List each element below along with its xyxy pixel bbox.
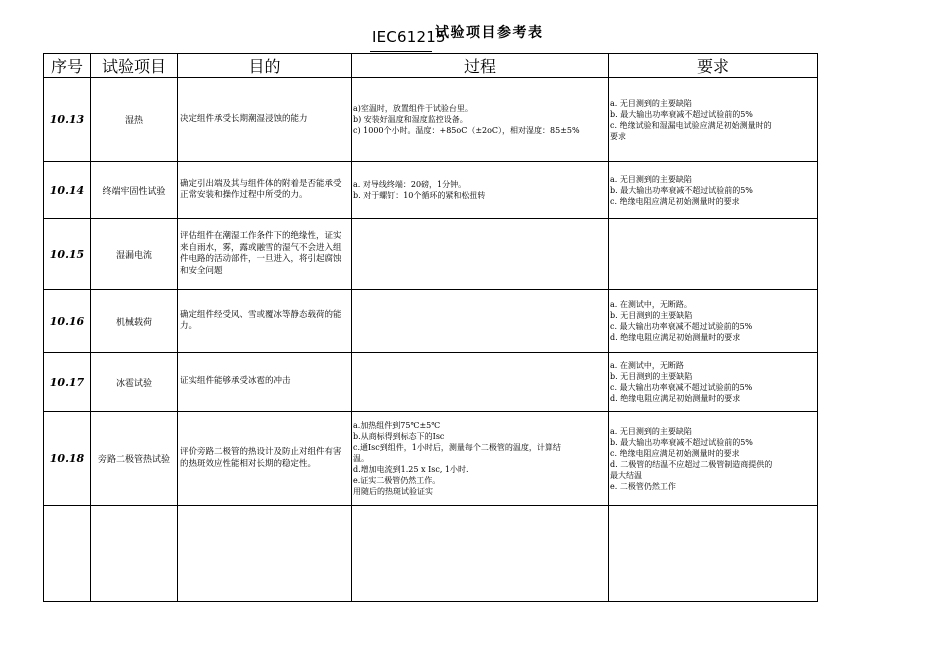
- table-row: [44, 162, 818, 219]
- row-requirement: [609, 162, 818, 219]
- process-line: 温。: [353, 454, 369, 463]
- row-number: 10.17: [44, 353, 91, 412]
- table-row: [44, 78, 818, 162]
- row-requirement: [609, 290, 818, 353]
- table-row: [44, 219, 818, 290]
- row-item-name: [91, 506, 178, 602]
- row-number: 10.16: [44, 290, 91, 353]
- row-purpose: [178, 506, 352, 602]
- header-row: [44, 54, 818, 78]
- row-process: [352, 353, 609, 412]
- row-item-name: 湿漏电流: [91, 219, 178, 290]
- row-purpose: 确定组件经受风、雪或覆冰等静态载荷的能力。: [178, 290, 352, 353]
- row-process: [352, 162, 609, 219]
- requirement-line: c. 绝缘电阻应满足初始测量时的要求: [610, 196, 740, 206]
- process-line: e.证实二极管仍然工作。: [353, 476, 441, 485]
- requirement-line: e. 二极管仍然工作: [610, 481, 676, 491]
- row-number: 10.15: [44, 219, 91, 290]
- table-row: [44, 412, 818, 506]
- row-purpose: 确定引出端及其与组件体的附着是否能承受正常安装和操作过程中所受的力。: [178, 162, 352, 219]
- row-number: [44, 506, 91, 602]
- requirement-line: d. 绝缘电阻应满足初始测量时的要求: [610, 394, 741, 403]
- row-requirement: [609, 219, 818, 290]
- requirement-line: a. 无目测到的主要缺陷: [610, 98, 692, 108]
- requirement-line: d. 二极管的结温不应超过二极管制造商提供的: [610, 459, 773, 469]
- row-item-name: 终端牢固性试验: [91, 162, 178, 219]
- requirement-line: b. 最大输出功率衰减不超过试验前的5%: [610, 437, 753, 447]
- header-item: 试验项目: [91, 54, 178, 78]
- title-underline: [370, 51, 432, 52]
- requirement-line: 要求: [610, 131, 626, 141]
- row-item-name: 冰雹试验: [91, 353, 178, 412]
- row-item-name: 湿热: [91, 78, 178, 162]
- document-title: [0, 22, 950, 52]
- process-line: c) 1000个小时。温度：+85oC（±2oC），相对湿度：85±5%: [353, 126, 580, 135]
- table-row: [44, 353, 818, 412]
- row-process: [352, 290, 609, 353]
- process-line: a)室温时，放置组件于试验台里。: [353, 104, 473, 113]
- requirement-line: b. 无目测到的主要缺陷: [610, 372, 693, 381]
- row-process: [352, 78, 609, 162]
- row-requirement: [609, 506, 818, 602]
- process-line: a. 对导线终端：20磅，1分钟。: [353, 180, 467, 189]
- table-body: [44, 78, 818, 602]
- row-process: [352, 412, 609, 506]
- header-requirement: 要求: [609, 54, 818, 78]
- table-row: [44, 290, 818, 353]
- row-requirement: [609, 412, 818, 506]
- row-number: 10.13: [44, 78, 91, 162]
- requirement-line: b. 最大输出功率衰减不超过试验前的5%: [610, 185, 753, 195]
- requirement-line: c. 最大输出功率衰减不超过试验前的5%: [610, 383, 753, 392]
- row-process: [352, 506, 609, 602]
- row-purpose: 评价旁路二极管的热设计及防止对组件有害的热斑效应性能相对长期的稳定性。: [178, 412, 352, 506]
- requirement-line: 最大结温: [610, 470, 642, 480]
- row-requirement: [609, 353, 818, 412]
- table-row: [44, 506, 818, 602]
- requirement-line: c. 绝缘试验和湿漏电试验应满足初始测量时的: [610, 120, 772, 130]
- test-items-table: [43, 53, 818, 602]
- requirement-line: b. 无目测到的主要缺陷: [610, 311, 693, 320]
- requirement-line: a. 在测试中，无断路。: [610, 300, 692, 309]
- standard-code: IEC61215: [372, 28, 446, 46]
- requirement-line: a. 无目测到的主要缺陷: [610, 426, 692, 436]
- requirement-line: c. 最大输出功率衰减不超过试验前的5%: [610, 322, 753, 331]
- title-text: 试验项目参考表: [435, 25, 544, 41]
- row-process: [352, 219, 609, 290]
- requirement-line: a. 在测试中，无断路: [610, 361, 684, 370]
- process-line: b. 对于螺钉：10个循环的紧和松扭转: [353, 191, 486, 200]
- process-line: b) 安装好温度和湿度监控设备。: [353, 115, 468, 124]
- header-no: 序号: [44, 54, 91, 78]
- process-line: d.增加电流到1.25 x Isc, 1小时.: [353, 465, 469, 474]
- row-purpose: 评估组件在潮湿工作条件下的绝缘性，证实来自雨水，雾，露或融雪的湿气不会进入组件电路的活动部件，一旦进入，将引起腐蚀和安全问题: [178, 219, 352, 290]
- requirement-line: c. 绝缘电阻应满足初始测量时的要求: [610, 448, 740, 458]
- requirement-line: d. 绝缘电阻应满足初始测量时的要求: [610, 333, 741, 342]
- process-line: a.加热组件到75℃±5℃: [353, 421, 441, 430]
- row-requirement: [609, 78, 818, 162]
- row-purpose: 证实组件能够承受冰雹的冲击: [178, 353, 352, 412]
- row-item-name: 旁路二极管热试验: [91, 412, 178, 506]
- requirement-line: a. 无目测到的主要缺陷: [610, 174, 692, 184]
- row-number: 10.14: [44, 162, 91, 219]
- row-item-name: 机械载荷: [91, 290, 178, 353]
- header-purpose: 目的: [178, 54, 352, 78]
- requirement-line: b. 最大输出功率衰减不超过试验前的5%: [610, 109, 753, 119]
- header-process: 过程: [352, 54, 609, 78]
- row-purpose: 决定组件承受长期潮湿浸蚀的能力: [178, 78, 352, 162]
- row-number: 10.18: [44, 412, 91, 506]
- process-line: c.通Isc到组件，1小时后，测量每个二极管的温度，计算结: [353, 443, 561, 452]
- process-line: b.从商标得到标态下的Isc: [353, 432, 445, 441]
- process-line: 用随后的热斑试验证实: [353, 487, 433, 496]
